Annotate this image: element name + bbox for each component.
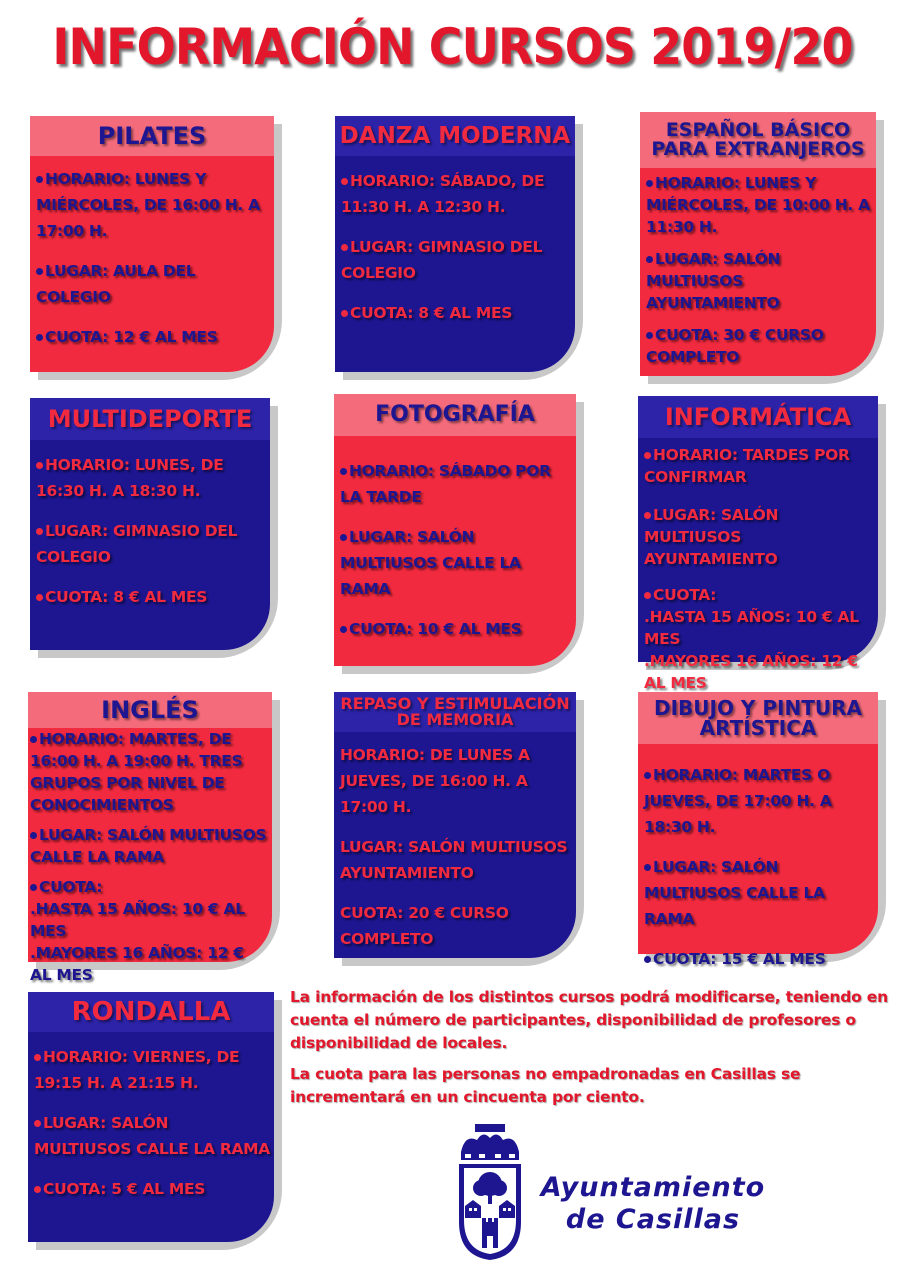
card-title: DANZA MODERNA [335,116,575,156]
card-body [334,394,576,666]
card-title: FOTOGRAFÍA [334,394,576,436]
bullet-icon [340,626,347,633]
bullet-icon [36,268,43,275]
card-body [335,116,575,372]
card-body [334,692,576,958]
card-item-fee: CUOTA: 10 € AL MES [340,616,572,642]
bullet-icon [34,1054,41,1061]
card-body [638,692,878,968]
card-title: INGLÉS [28,692,272,728]
card-items [36,166,270,364]
card-item-place: LUGAR: AULA DEL COLEGIO [36,262,196,306]
bullet-icon [341,310,348,317]
card-item-fee: CUOTA: 8 € AL MES [341,300,571,326]
card-item-fee-adult: .MAYORES 16 AÑOS: 12 € AL MES [644,652,858,692]
card-body [28,992,274,1242]
card-title: MULTIDEPORTE [30,398,270,440]
card-item-place: LUGAR: SALÓN MULTIUSOS CALLE LA RAMA [34,1114,270,1158]
bullet-icon [30,832,37,839]
card-item-fee-young: .HASTA 15 AÑOS: 10 € AL MES [30,900,245,940]
card-items [36,452,266,624]
card-item-place: LUGAR: SALÓN MULTIUSOS CALLE LA RAMA [340,528,521,598]
card-items [34,1044,270,1216]
card-items [644,762,874,986]
card-item-schedule: HORARIO: LUNES Y MIÉRCOLES, DE 16:00 H. A 17:00 H. [36,170,260,240]
card-item-schedule: HORARIO: MARTES, DE 16:00 H. A 19:00 H. TRES GRUPOS POR NIVEL DE CONOCIMIENTOS [30,730,243,814]
notice-surcharge: La cuota para las personas no empadronadas en Casillas se incrementará en un cincuenta por ciento. [290,1065,801,1106]
card-item-schedule: HORARIO: DE LUNES A JUEVES, DE 16:00 H. A 17:00 H. [340,746,530,816]
bullet-icon [646,256,653,263]
card-title: PILATES [30,116,274,156]
card-item-fee: CUOTA: 12 € AL MES [36,324,270,350]
notice-block [290,986,890,1117]
card-item-schedule: HORARIO: LUNES, DE 16:30 H. A 18:30 H. [36,456,224,500]
card-item-fee: CUOTA: 5 € AL MES [34,1176,270,1202]
bullet-icon [36,594,43,601]
bullet-icon [644,956,651,963]
bullet-icon [36,176,43,183]
card-title: RONDALLA [28,992,274,1032]
poster-title: INFORMACIÓN CURSOS 2019/20 [52,18,853,76]
card-item-schedule: HORARIO: SÁBADO, DE 11:30 H. A 12:30 H. [341,172,545,216]
card-item-fee-young: .HASTA 15 AÑOS: 10 € AL MES [644,608,859,648]
course-card-ingles [28,692,272,984]
bullet-icon [341,244,348,251]
organization-line-2: de Casillas [565,1204,741,1235]
card-item-schedule: HORARIO: MARTES O JUEVES, DE 17:00 H. A 18:30 H. [644,766,832,836]
bullet-icon [644,864,651,871]
card-item-fee: CUOTA: 30 € CURSO COMPLETO [646,326,824,366]
bullet-icon [34,1186,41,1193]
organization-name [528,1172,778,1236]
card-body [638,396,878,692]
bullet-icon [340,468,347,475]
card-item-schedule: HORARIO: SÁBADO POR LA TARDE [340,462,551,506]
bullet-icon [644,512,651,519]
course-card-repaso-memoria [334,692,576,958]
course-card-danza-moderna [335,116,575,372]
card-item-fee: CUOTA: [30,876,268,898]
bullet-icon [340,534,347,541]
card-items [340,742,572,966]
course-card-rondalla [28,992,274,1242]
card-body [30,116,274,372]
bullet-icon [30,736,37,743]
bullet-icon [644,772,651,779]
bullet-icon [644,592,651,599]
card-item-place: LUGAR: SALÓN MULTIUSOS CALLE LA RAMA [30,826,267,866]
bullet-icon [646,332,653,339]
bullet-icon [36,334,43,341]
card-item-schedule: HORARIO: VIERNES, DE 19:15 H. A 21:15 H. [34,1048,240,1092]
card-item-place: LUGAR: GIMNASIO DEL COLEGIO [341,238,543,282]
card-item-schedule: HORARIO: TARDES POR CONFIRMAR [644,446,850,486]
card-items [341,168,571,340]
bullet-icon [36,462,43,469]
bullet-icon [34,1120,41,1127]
card-title: INFORMÁTICA [638,396,878,438]
card-item-fee: CUOTA: 8 € AL MES [36,584,266,610]
bullet-icon [30,884,37,891]
course-card-fotografia [334,394,576,666]
card-items [30,728,268,986]
card-item-place: LUGAR: SALÓN MULTIUSOS AYUNTAMIENTO [644,506,779,568]
card-item-fee: CUOTA: 15 € AL MES [644,946,874,972]
card-items [340,458,572,656]
notice-modification: La información de los distintos cursos podrá modificarse, teniendo en cuenta el número de participantes, disponibilidad de profesores o disponibilidad de locales. [290,988,888,1052]
card-title: ESPAÑOL BÁSICO PARA EXTRANJEROS [640,112,876,168]
course-card-espanol [640,112,876,376]
card-item-fee-adult: .MAYORES 16 AÑOS: 12 € AL MES [30,944,244,984]
card-item-schedule: HORARIO: LUNES Y MIÉRCOLES, DE 10:00 H. A 11:30 H. [646,174,870,236]
card-item-fee: CUOTA: 20 € CURSO COMPLETO [340,904,509,948]
card-body [640,112,876,376]
course-card-pilates [30,116,274,372]
card-body [30,398,270,650]
card-body [28,692,272,984]
course-card-multideporte [30,398,270,650]
bullet-icon [341,178,348,185]
card-items [644,444,874,694]
card-item-place: LUGAR: SALÓN MULTIUSOS AYUNTAMIENTO [646,250,781,312]
course-card-dibujo-pintura [638,692,878,968]
card-item-place: LUGAR: SALÓN MULTIUSOS AYUNTAMIENTO [340,838,568,882]
organization-line-1: Ayuntamiento [540,1172,766,1203]
card-title: DIBUJO Y PINTURA ARTÍSTICA [638,692,878,744]
bullet-icon [646,180,653,187]
card-item-fee: CUOTA: [644,584,874,606]
card-item-place: LUGAR: SALÓN MULTIUSOS CALLE LA RAMA [644,858,825,928]
bullet-icon [36,528,43,535]
card-item-place: LUGAR: GIMNASIO DEL COLEGIO [36,522,238,566]
coat-of-arms-icon [455,1122,525,1266]
card-items [646,172,872,378]
course-card-informatica [638,396,878,692]
bullet-icon [644,452,651,459]
card-title: REPASO Y ESTIMULACIÓN DE MEMORIA [334,692,576,732]
